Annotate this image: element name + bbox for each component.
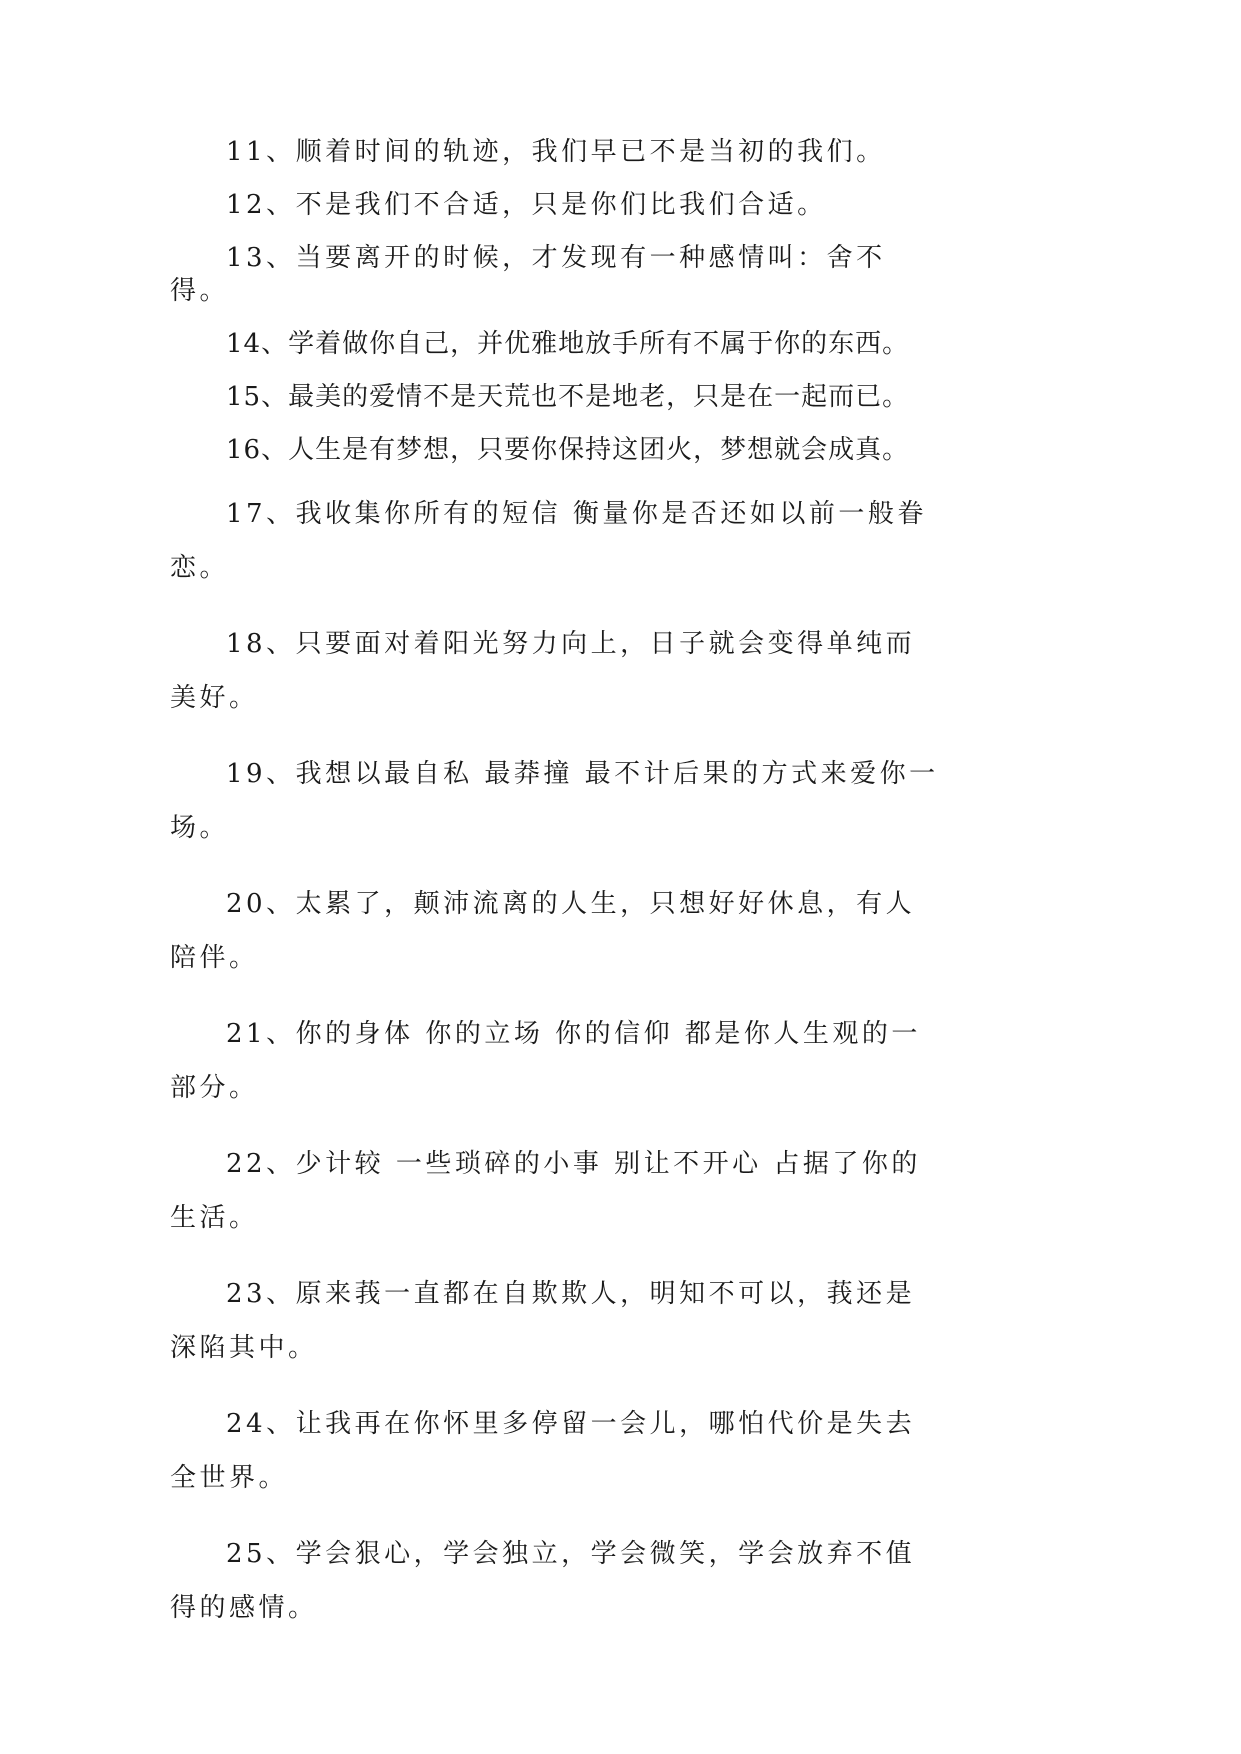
paragraph-19: 19、我想以最自私 最莽撞 最不计后果的方式来爱你一场。 <box>170 759 939 843</box>
paragraph-14: 14、学着做你自己，并优雅地放手所有不属于你的东西。 <box>226 329 910 359</box>
paragraph-11: 11、顺着时间的轨迹，我们早已不是当初的我们。 <box>226 137 886 167</box>
document-body <box>170 136 940 1657</box>
paragraph-18: 18、只要面对着阳光努力向上，日子就会变得单纯而美好。 <box>170 629 916 713</box>
paragraph-20: 20、太累了，颠沛流离的人生，只想好好休息，有人陪伴。 <box>170 889 916 973</box>
paragraph-17: 17、我收集你所有的短信 衡量你是否还如以前一般眷恋。 <box>170 499 927 583</box>
paragraph-25: 25、学会狠心，学会独立，学会微笑，学会放弃不值得的感情。 <box>170 1539 916 1623</box>
paragraph-16: 16、人生是有梦想，只要你保持这团火，梦想就会成真。 <box>226 435 910 465</box>
paragraph-24: 24、让我再在你怀里多停留一会儿，哪怕代价是失去全世界。 <box>170 1409 916 1493</box>
paragraph-12: 12、不是我们不合适，只是你们比我们合适。 <box>226 190 827 220</box>
paragraph-15: 15、最美的爱情不是天荒也不是地老，只是在一起而已。 <box>226 382 910 412</box>
paragraph-21: 21、你的身体 你的立场 你的信仰 都是你人生观的一部分。 <box>170 1019 921 1103</box>
paragraph-13: 13、当要离开的时候，才发现有一种感情叫：舍不得。 <box>170 243 886 306</box>
paragraph-22: 22、少计较 一些琐碎的小事 别让不开心 占据了你的生活。 <box>170 1149 921 1233</box>
paragraph-23: 23、原来莪一直都在自欺欺人，明知不可以，莪还是深陷其中。 <box>170 1279 916 1363</box>
